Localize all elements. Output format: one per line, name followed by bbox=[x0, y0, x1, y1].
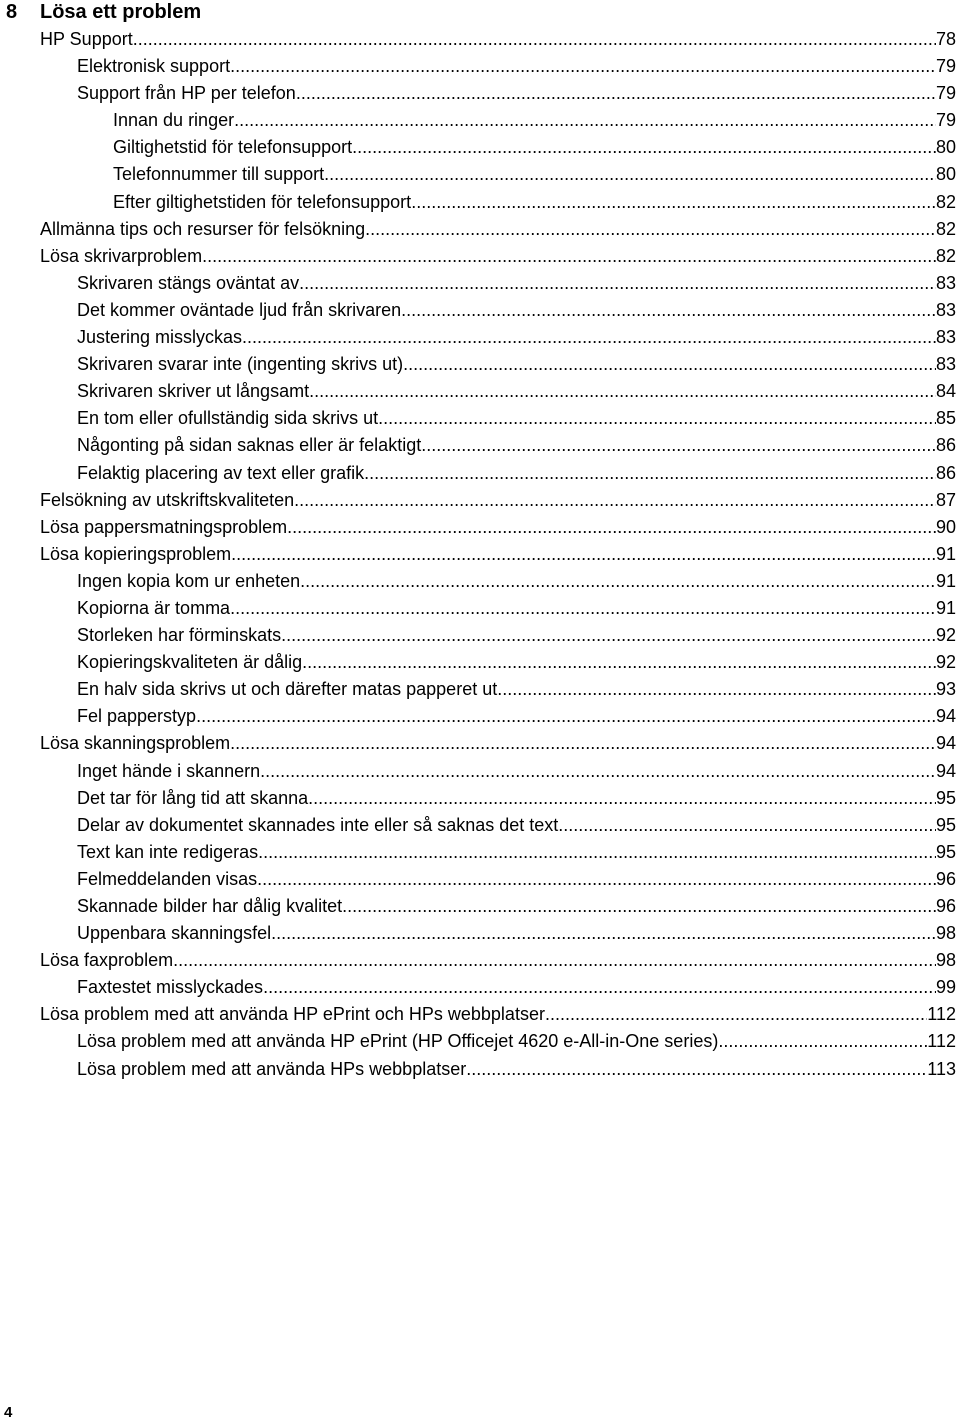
toc-entry-page-number[interactable]: 90 bbox=[935, 516, 956, 537]
toc-entry[interactable] bbox=[0, 866, 956, 893]
toc-entry-page-number[interactable]: 83 bbox=[935, 327, 956, 348]
toc-entry[interactable] bbox=[0, 1056, 956, 1083]
toc-entry-page-number[interactable]: 91 bbox=[935, 597, 956, 618]
toc-entry[interactable] bbox=[0, 161, 956, 188]
toc-entry-page-number[interactable]: 112 bbox=[927, 1031, 956, 1052]
toc-entry-title[interactable]: Efter giltighetstiden för telefonsupport bbox=[113, 191, 412, 212]
toc-entry-page-number[interactable]: 83 bbox=[935, 272, 956, 293]
toc-entry-title[interactable]: Lösa skanningsproblem bbox=[40, 733, 231, 754]
toc-dot-leader bbox=[271, 920, 936, 947]
table-of-contents bbox=[0, 26, 956, 1083]
toc-entry-title[interactable]: Det kommer oväntade ljud från skrivaren bbox=[77, 299, 402, 320]
toc-dot-leader bbox=[258, 839, 936, 866]
toc-dot-leader bbox=[302, 649, 936, 676]
toc-entry[interactable] bbox=[0, 134, 956, 161]
toc-dot-leader bbox=[324, 161, 936, 188]
toc-entry-title[interactable]: Någonting på sidan saknas eller är felaktigt bbox=[77, 435, 422, 456]
toc-entry-page-number[interactable]: 99 bbox=[935, 977, 956, 998]
toc-entry-page-number[interactable]: 91 bbox=[935, 570, 956, 591]
toc-dot-leader bbox=[309, 378, 936, 405]
toc-entry[interactable] bbox=[0, 758, 956, 785]
toc-dot-leader bbox=[196, 703, 936, 730]
toc-entry-title[interactable]: Felaktig placering av text eller grafik bbox=[77, 462, 365, 483]
toc-dot-leader bbox=[281, 622, 936, 649]
toc-dot-leader bbox=[497, 676, 936, 703]
toc-dot-leader bbox=[257, 866, 936, 893]
toc-entry[interactable] bbox=[0, 405, 956, 432]
toc-entry-title[interactable]: Storleken har förminskats bbox=[77, 625, 282, 646]
toc-entry-title[interactable]: Lösa pappersmatningsproblem bbox=[40, 516, 288, 537]
toc-entry-page-number[interactable]: 79 bbox=[935, 110, 956, 131]
toc-entry-title[interactable]: Skrivaren skriver ut långsamt bbox=[77, 381, 310, 402]
toc-entry-title[interactable]: Justering misslyckas bbox=[77, 327, 243, 348]
toc-entry[interactable] bbox=[0, 839, 956, 866]
toc-entry[interactable] bbox=[0, 1028, 956, 1055]
toc-dot-leader bbox=[308, 785, 936, 812]
toc-entry-title[interactable]: Lösa kopieringsproblem bbox=[40, 543, 232, 564]
toc-entry-page-number[interactable]: 84 bbox=[935, 381, 956, 402]
toc-entry-page-number[interactable]: 95 bbox=[935, 841, 956, 862]
toc-entry-page-number[interactable]: 86 bbox=[935, 462, 956, 483]
toc-entry-page-number[interactable]: 80 bbox=[935, 137, 956, 158]
toc-entry[interactable] bbox=[0, 785, 956, 812]
toc-entry-title[interactable]: Kopieringskvaliteten är dålig bbox=[77, 652, 303, 673]
toc-entry[interactable] bbox=[0, 920, 956, 947]
toc-entry-page-number[interactable]: 85 bbox=[935, 408, 956, 429]
toc-dot-leader bbox=[352, 134, 936, 161]
toc-entry-title[interactable]: Lösa problem med att använda HP ePrint och HPs webbplatser bbox=[40, 1004, 545, 1025]
toc-entry[interactable] bbox=[0, 53, 956, 80]
toc-entry-page-number[interactable]: 92 bbox=[935, 652, 956, 673]
toc-entry-title[interactable]: HP Support bbox=[40, 29, 133, 49]
toc-entry[interactable] bbox=[0, 1001, 956, 1028]
toc-entry-title[interactable]: Delar av dokumentet skannades inte eller så saknas det text bbox=[77, 814, 559, 835]
toc-dot-leader bbox=[421, 432, 936, 459]
toc-entry-title[interactable]: Telefonnummer till support bbox=[113, 164, 325, 185]
toc-dot-leader bbox=[545, 1001, 927, 1028]
toc-dot-leader bbox=[558, 812, 936, 839]
toc-dot-leader bbox=[378, 405, 936, 432]
toc-dot-leader bbox=[411, 189, 936, 216]
toc-entry-page-number[interactable]: 94 bbox=[935, 760, 956, 781]
toc-entry-page-number[interactable]: 92 bbox=[935, 625, 956, 646]
toc-entry[interactable] bbox=[0, 432, 956, 459]
toc-entry[interactable] bbox=[0, 80, 956, 107]
toc-entry[interactable] bbox=[0, 622, 956, 649]
toc-dot-leader bbox=[202, 243, 936, 270]
toc-entry-title[interactable]: Giltighetstid för telefonsupport bbox=[113, 137, 353, 158]
toc-entry-title[interactable]: Kopiorna är tomma bbox=[77, 597, 231, 618]
toc-entry[interactable] bbox=[0, 378, 956, 405]
toc-dot-leader bbox=[260, 758, 936, 785]
toc-entry-title[interactable]: Faxtestet misslyckades bbox=[77, 977, 264, 998]
toc-entry[interactable] bbox=[0, 649, 956, 676]
toc-entry-page-number[interactable]: 82 bbox=[935, 218, 956, 239]
toc-entry[interactable] bbox=[0, 460, 956, 487]
toc-entry[interactable] bbox=[0, 947, 956, 974]
toc-entry[interactable] bbox=[0, 974, 956, 1001]
toc-entry[interactable] bbox=[0, 216, 956, 243]
toc-entry[interactable] bbox=[0, 487, 956, 514]
toc-entry-title[interactable]: Uppenbara skanningsfel bbox=[77, 923, 272, 944]
toc-entry-title[interactable]: Support från HP per telefon bbox=[77, 83, 296, 104]
toc-entry-page-number[interactable]: 82 bbox=[935, 191, 956, 212]
toc-entry-page-number[interactable]: 78 bbox=[935, 29, 956, 49]
toc-entry-page-number[interactable]: 113 bbox=[927, 1058, 956, 1079]
toc-entry-title[interactable]: Allmänna tips och resurser för felsökning bbox=[40, 218, 366, 239]
toc-entry[interactable] bbox=[0, 541, 956, 568]
toc-entry[interactable] bbox=[0, 324, 956, 351]
toc-dot-leader bbox=[231, 541, 936, 568]
toc-dot-leader bbox=[230, 595, 936, 622]
toc-entry[interactable] bbox=[0, 189, 956, 216]
toc-dot-leader bbox=[300, 568, 936, 595]
toc-dot-leader bbox=[342, 893, 936, 920]
toc-dot-leader bbox=[263, 974, 936, 1001]
toc-entry-page-number[interactable]: 79 bbox=[935, 83, 956, 104]
toc-entry-title[interactable]: Lösa problem med att använda HPs webbplatser bbox=[77, 1058, 467, 1079]
toc-entry-title[interactable]: Skrivaren stängs oväntat av bbox=[77, 272, 300, 293]
toc-dot-leader bbox=[294, 487, 936, 514]
toc-entry-page-number[interactable]: 86 bbox=[935, 435, 956, 456]
toc-entry-title[interactable]: Text kan inte redigeras bbox=[77, 841, 259, 862]
toc-entry-title[interactable]: Felsökning av utskriftskvaliteten bbox=[40, 489, 295, 510]
toc-entry-title[interactable]: En tom eller ofullständig sida skrivs ut bbox=[77, 408, 379, 429]
toc-entry-title[interactable]: Elektronisk support bbox=[77, 56, 231, 77]
toc-entry-title[interactable]: Ingen kopia kom ur enheten bbox=[77, 570, 301, 591]
toc-entry-title[interactable]: Inget hände i skannern bbox=[77, 760, 261, 781]
toc-entry-page-number[interactable]: 79 bbox=[935, 56, 956, 77]
toc-entry-page-number[interactable]: 98 bbox=[935, 923, 956, 944]
toc-entry-page-number[interactable]: 94 bbox=[935, 733, 956, 754]
toc-entry-page-number[interactable]: 91 bbox=[935, 543, 956, 564]
toc-entry[interactable] bbox=[0, 730, 956, 757]
toc-entry-title[interactable]: En halv sida skrivs ut och därefter matas papperet ut bbox=[77, 679, 498, 700]
toc-entry-page-number[interactable]: 80 bbox=[935, 164, 956, 185]
chapter-title: Lösa ett problem bbox=[40, 1, 202, 23]
toc-entry-title[interactable]: Det tar för lång tid att skanna bbox=[77, 787, 309, 808]
toc-entry-page-number[interactable]: 93 bbox=[935, 679, 956, 700]
toc-entry[interactable] bbox=[0, 893, 956, 920]
toc-entry-page-number[interactable]: 98 bbox=[935, 950, 956, 971]
toc-entry-title[interactable]: Skrivaren svarar inte (ingenting skrivs ut) bbox=[77, 354, 404, 375]
toc-entry-title[interactable]: Innan du ringer bbox=[113, 110, 235, 131]
toc-entry[interactable] bbox=[0, 703, 956, 730]
toc-entry[interactable] bbox=[0, 812, 956, 839]
toc-entry-page-number[interactable]: 112 bbox=[927, 1004, 956, 1025]
toc-dot-leader bbox=[401, 297, 936, 324]
toc-entry-page-number[interactable]: 95 bbox=[935, 787, 956, 808]
toc-entry-title[interactable]: Fel papperstyp bbox=[77, 706, 197, 727]
toc-entry[interactable] bbox=[0, 243, 956, 270]
toc-entry-page-number[interactable]: 95 bbox=[935, 814, 956, 835]
toc-entry-title[interactable]: Lösa problem med att använda HP ePrint (HP Officejet 4620 e-All-in-One series) bbox=[77, 1031, 719, 1052]
toc-entry[interactable] bbox=[0, 514, 956, 541]
toc-entry[interactable] bbox=[0, 107, 956, 134]
toc-entry[interactable] bbox=[0, 595, 956, 622]
toc-dot-leader bbox=[718, 1028, 927, 1055]
toc-entry[interactable] bbox=[0, 297, 956, 324]
toc-entry-title[interactable]: Felmeddelanden visas bbox=[77, 868, 258, 889]
toc-entry-page-number[interactable]: 83 bbox=[935, 354, 956, 375]
toc-entry[interactable] bbox=[0, 270, 956, 297]
toc-entry[interactable] bbox=[0, 676, 956, 703]
toc-entry[interactable] bbox=[0, 26, 956, 53]
toc-entry-page-number[interactable]: 96 bbox=[935, 868, 956, 889]
page-footer-number: 4 bbox=[4, 1404, 13, 1421]
toc-dot-leader bbox=[133, 26, 936, 53]
toc-entry-page-number[interactable]: 83 bbox=[935, 299, 956, 320]
toc-dot-leader bbox=[365, 216, 936, 243]
toc-entry[interactable] bbox=[0, 351, 956, 378]
toc-dot-leader bbox=[230, 53, 936, 80]
toc-entry-page-number[interactable]: 87 bbox=[935, 489, 956, 510]
toc-dot-leader bbox=[299, 270, 936, 297]
toc-dot-leader bbox=[242, 324, 936, 351]
toc-entry[interactable] bbox=[0, 568, 956, 595]
toc-dot-leader bbox=[296, 80, 936, 107]
toc-dot-leader bbox=[287, 514, 936, 541]
toc-entry-page-number[interactable]: 96 bbox=[935, 896, 956, 916]
toc-entry-title[interactable]: Skannade bilder har dålig kvalitet bbox=[77, 896, 343, 916]
toc-dot-leader bbox=[230, 730, 936, 757]
chapter-number: 8 bbox=[6, 1, 18, 23]
toc-dot-leader bbox=[466, 1056, 927, 1083]
toc-dot-leader bbox=[403, 351, 936, 378]
toc-entry-title[interactable]: Lösa skrivarproblem bbox=[40, 245, 203, 266]
toc-dot-leader bbox=[364, 460, 936, 487]
toc-entry-page-number[interactable]: 82 bbox=[935, 245, 956, 266]
toc-entry-title[interactable]: Lösa faxproblem bbox=[40, 950, 174, 971]
toc-entry-page-number[interactable]: 94 bbox=[935, 706, 956, 727]
toc-dot-leader bbox=[234, 107, 936, 134]
toc-dot-leader bbox=[173, 947, 936, 974]
